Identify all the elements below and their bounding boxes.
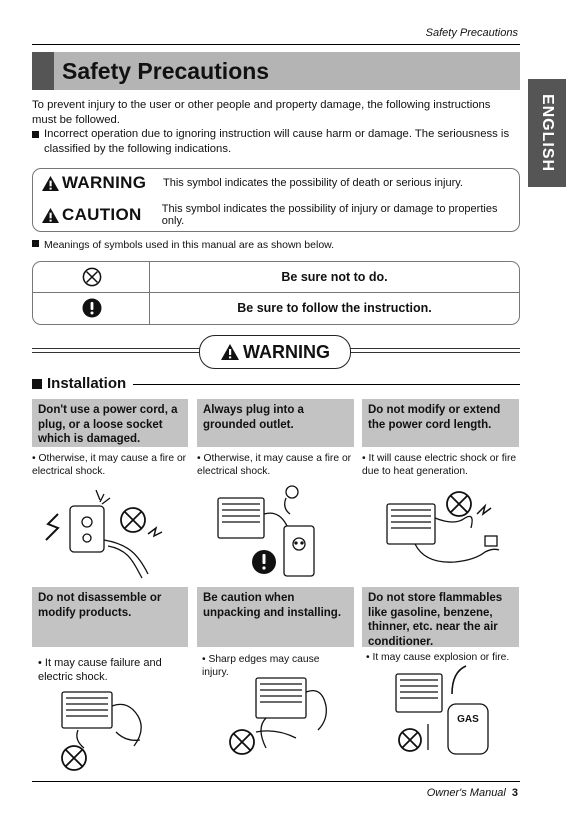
page-title: Safety Precautions [62, 58, 270, 84]
caution-triangle-icon [41, 207, 60, 224]
warning-banner-line-left [32, 348, 200, 353]
intro-bullet [32, 127, 518, 156]
language-tab-label: ENGLISH [539, 93, 556, 173]
warning-triangle-icon [220, 343, 240, 361]
warning-banner [199, 335, 351, 369]
item-card-title: Do not store flammables like gasoline, benzene, thinner, etc. near the air conditioner. [362, 587, 519, 647]
item-description: • Otherwise, it may cause a fire or electrical shock. [32, 453, 187, 477]
intro-paragraph: To prevent injury to the user or other people and property damage, the following instructions must be followed. [32, 99, 491, 126]
item-description: • Otherwise, it may cause a fire or electrical shock. [197, 453, 352, 477]
gas-can-label: GAS [457, 714, 479, 725]
illustration-grounded-outlet [212, 484, 342, 585]
section-heading [32, 375, 126, 392]
caution-label [41, 205, 150, 225]
language-tab [528, 79, 566, 187]
item-card-title: Do not disassemble or modify products. [32, 587, 188, 647]
section-title: Installation [47, 375, 127, 392]
illustration-damaged-cord [38, 484, 178, 587]
illustration-extended-cord [381, 484, 511, 577]
signal-row-caution [41, 203, 519, 227]
footer-label: Owner's Manual [426, 787, 506, 799]
signal-words-box [32, 168, 520, 232]
symbol-meaning-do-not: Be sure not to do. [281, 270, 388, 284]
item-description: • Sharp edges may cause injury. [202, 654, 320, 678]
intro-bullet-text: Incorrect operation due to ignoring instruction will cause harm or damage. The seriousness is classified by the following indications. [44, 128, 510, 155]
section-rule [133, 384, 520, 385]
warning-banner-text: WARNING [243, 341, 330, 362]
footer [427, 787, 518, 799]
warning-label-text: WARNING [62, 173, 147, 192]
running-header: Safety Precautions [425, 27, 518, 39]
warning-triangle-icon [41, 175, 60, 192]
item-card-title: Don't use a power cord, a plug, or a loose socket which is damaged. [32, 399, 188, 447]
header-rule [32, 44, 520, 45]
item-description: • It will cause electric shock or fire due to heat generation. [362, 453, 517, 477]
title-marker [32, 52, 54, 90]
item-card-title: Be caution when unpacking and installing. [197, 587, 354, 647]
symbol-meaning-follow: Be sure to follow the instruction. [237, 301, 432, 315]
warning-banner-line-right [349, 348, 520, 353]
bullet-square-icon [32, 240, 39, 247]
caution-label-text: CAUTION [62, 205, 142, 224]
symbols-intro-text: Meanings of symbols used in this manual are as shown below. [44, 239, 335, 251]
item-card-title: Do not modify or extend the power cord length. [362, 399, 519, 447]
illustration-flammables [392, 664, 504, 765]
page-number: 3 [511, 787, 518, 799]
warning-label [41, 173, 151, 193]
item-description: • It may cause failure and electric shock. [38, 657, 162, 683]
illustration-unpacking [226, 672, 336, 771]
bullet-square-icon [32, 379, 42, 389]
symbols-table [32, 261, 520, 325]
item-description: • It may cause explosion or fire. [366, 652, 510, 663]
mandatory-icon [82, 298, 102, 323]
caution-description: This symbol indicates the possibility of injury or damage to properties only. [161, 203, 498, 227]
prohibition-icon [82, 267, 102, 292]
bullet-square-icon [32, 131, 39, 138]
item-card-title: Always plug into a grounded outlet. [197, 399, 354, 447]
symbols-intro [32, 238, 518, 253]
footer-rule [32, 781, 520, 782]
warning-description: This symbol indicates the possibility of death or serious injury. [163, 177, 463, 189]
signal-row-warning [41, 173, 463, 193]
symbols-row-divider [33, 292, 519, 293]
illustration-disassemble [56, 686, 156, 781]
